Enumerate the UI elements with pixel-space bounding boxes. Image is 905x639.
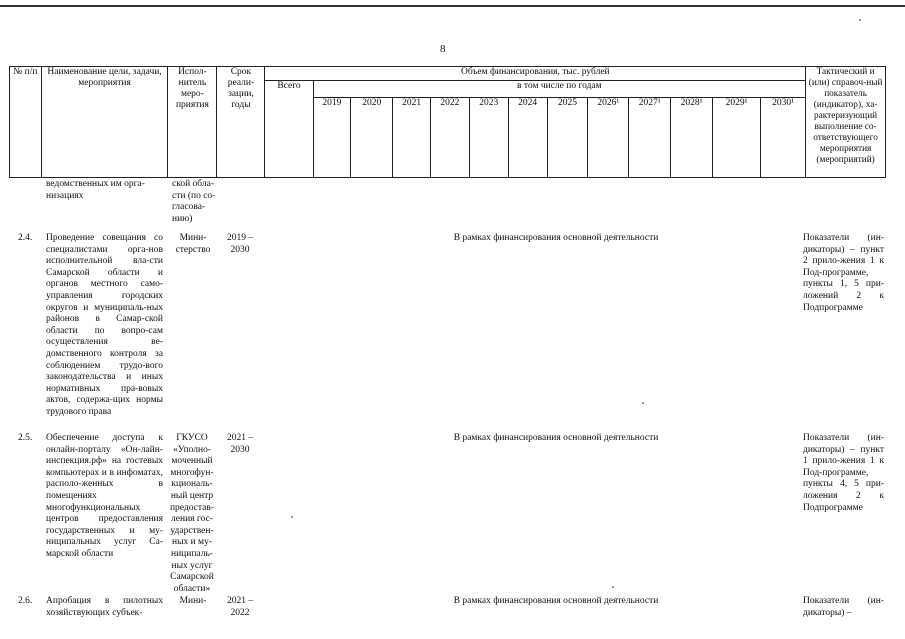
- row-funding: В рамках финансирования основной деятельности: [453, 233, 659, 243]
- row-term: 2021 – 2022: [226, 596, 254, 618]
- scan-speck: [642, 402, 644, 404]
- row-executor: ГКУСО «Уполно- моченный многофун- кциональ- ный центр предостав- ления гос- ударствен- ных и му- ниципаль- ных услуг Самарской области»: [169, 433, 215, 594]
- header-total: Всего: [265, 81, 313, 178]
- cont-executor: ской обла- сти (по со- гласова- нию): [172, 179, 216, 224]
- scan-speck: [859, 19, 861, 21]
- row-term: 2021 – 2030: [226, 433, 254, 455]
- year-cell: 2021: [393, 98, 431, 178]
- row-number: 2.6.: [18, 596, 33, 606]
- year-cell: 2028¹: [671, 98, 713, 178]
- header-funding: Объем финансирования, тыс. рублей: [265, 67, 806, 81]
- header-term: Срок реали- зации, годы: [217, 67, 265, 178]
- row-funding: В рамках финансирования основной деятельности: [453, 433, 659, 443]
- year-cell: 2019: [313, 98, 351, 178]
- row-term: 2019 – 2030: [226, 233, 254, 255]
- row-number: 2.4.: [18, 233, 33, 243]
- year-cell: 2024: [508, 98, 547, 178]
- header-num: № п/п: [10, 67, 42, 178]
- table-header: [9, 66, 886, 178]
- row-name: Обеспечение доступа к онлайн-порталу «Он-лайн-инспекция.рф» на гостевых компьютерах и в инфоматах, располо-женных в помещениях многофункциональных центров предоставления государственных и му-ниципальных услуг Са-марской области: [46, 433, 163, 559]
- row-number: 2.5.: [18, 433, 33, 443]
- row-indicator: Показатели (ин-дикаторы) –: [803, 596, 884, 618]
- year-cell: 2029¹: [713, 98, 761, 178]
- year-cell: 2026¹: [588, 98, 629, 178]
- row-indicator: Показатели (ин-дикаторы) – пункт 1 прило-жения 1 к Под-программе, пункты 4, 5 при-ложения 2 к Подпрограмме: [803, 433, 884, 513]
- row-funding: В рамках финансирования основной деятельности: [453, 596, 659, 606]
- header-name: Наименование цели, задачи, мероприятия: [41, 67, 168, 178]
- scan-speck: [612, 586, 614, 588]
- page-number: 8: [440, 43, 446, 55]
- header-by-years: в том числе по годам: [313, 81, 806, 98]
- row-name: Проведение совещания со специалистами орга-нов исполнительной вла-сти Самарской области и органов местного само-управления городских округов и муниципаль-ных районов в Самар-ской области по вопро-сам осуществления ве-домственного контроля за соблюдением трудо-вого законодательства и иных нормативных пра-вовых актов, содержа-щих нормы трудового права: [46, 233, 163, 417]
- year-cell: 2020: [351, 98, 393, 178]
- row-executor: Мини- стерство: [175, 233, 211, 255]
- year-cell: 2030¹: [761, 98, 806, 178]
- year-cell: 2023: [469, 98, 508, 178]
- header-indicator: Тактический и (или) справоч-ный показатель (индикатор), ха-рактеризующий выполнение со-ответствующего мероприятия (мероприятий): [806, 67, 886, 178]
- year-cell: 2025: [547, 98, 588, 178]
- row-indicator: Показатели (ин-дикаторы) – пункт 2 прило-жения 1 к Под-программе, пункты 1, 5 при-ложений 2 к Подпрограмме: [803, 233, 884, 313]
- cont-name: ведомственных им орга- низациях: [46, 179, 145, 201]
- scan-speck: [291, 516, 293, 518]
- year-cell: 2022: [431, 98, 470, 178]
- row-executor: Мини-: [179, 596, 207, 606]
- top-border-line: [0, 5, 905, 7]
- row-name: Апробация в пилотных хозяйствующих субъек-: [46, 596, 163, 618]
- year-cell: 2027¹: [629, 98, 671, 178]
- header-executor: Испол- нитель меро- приятия: [168, 67, 217, 178]
